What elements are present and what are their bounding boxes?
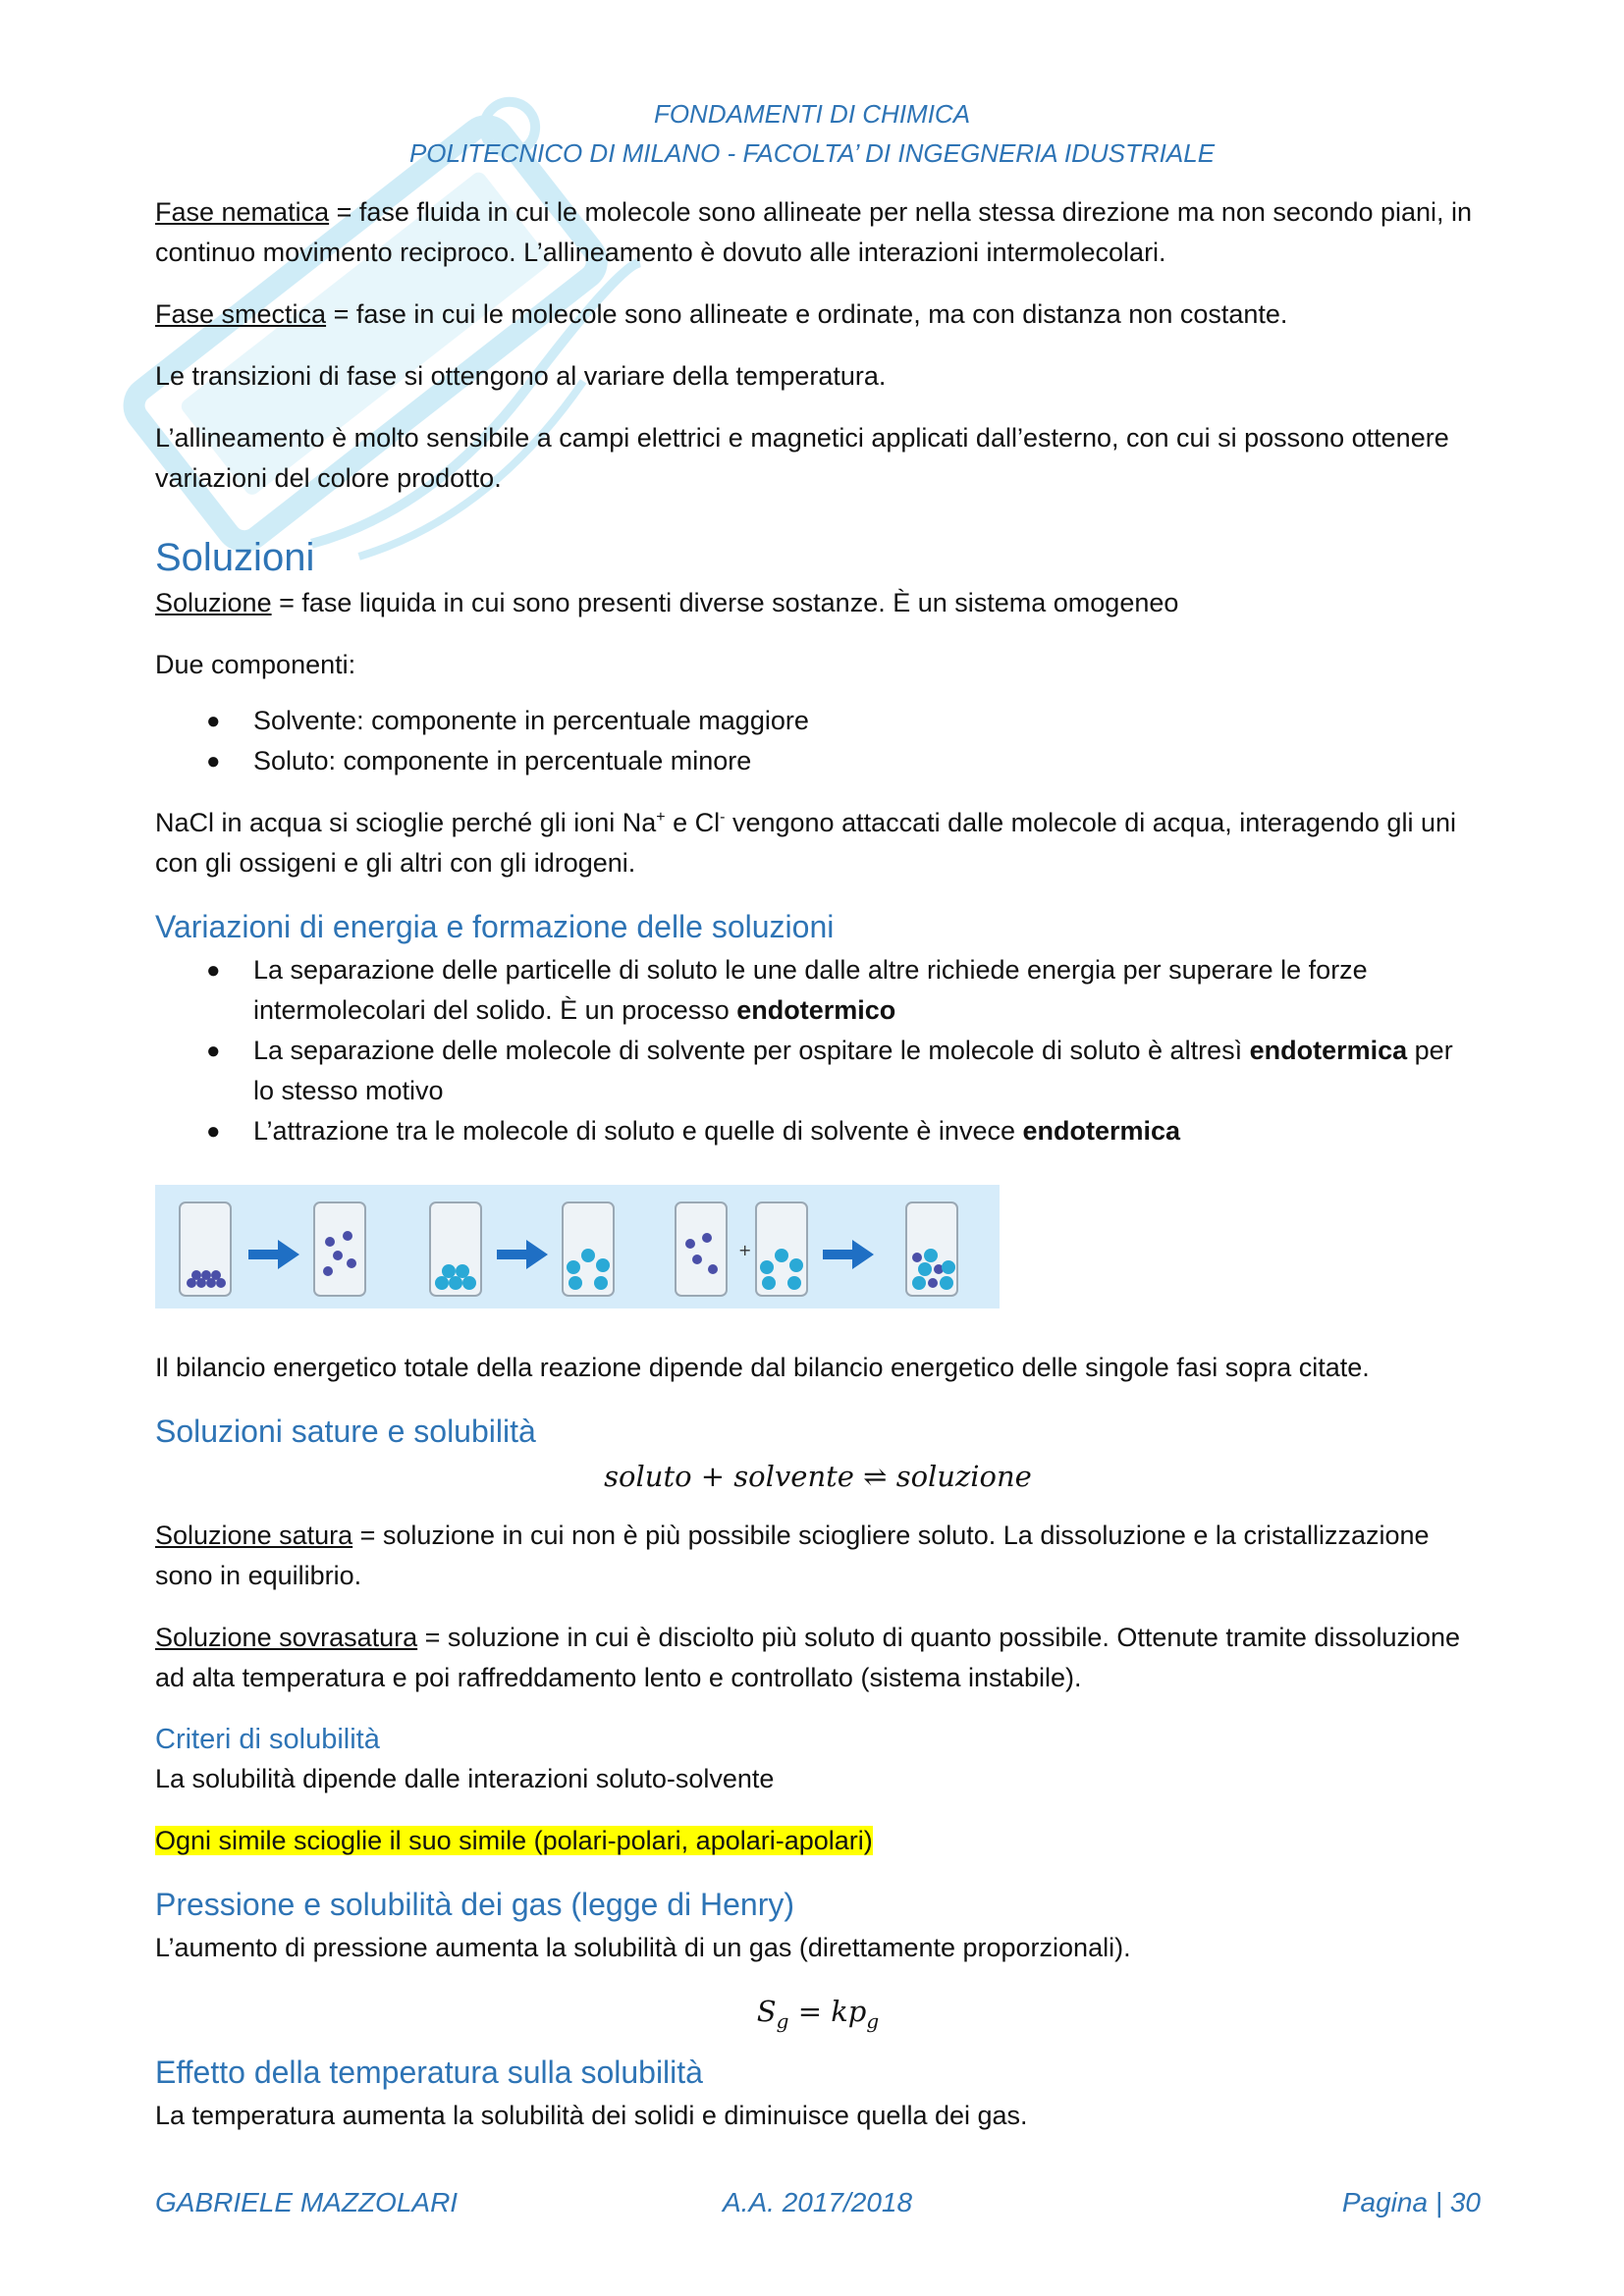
paragraph-components: Due componenti: bbox=[155, 650, 356, 679]
bullet-icon: ● bbox=[206, 748, 221, 774]
paragraph-saturated bbox=[155, 1516, 1481, 1596]
beaker-solvent-mix bbox=[756, 1202, 807, 1296]
paragraph-energy-balance: Il bilancio energetico totale della reazione dipende dal bilancio energetico delle singole fasi sopra citate. bbox=[155, 1353, 1370, 1382]
list-item bbox=[155, 1111, 1481, 1151]
paragraph-alignment: L’allineamento è molto sensibile a campi elettrici e magnetici applicati dall’esterno, con cui si possono ottenere variazioni del colore prodotto. bbox=[155, 423, 1449, 493]
plus-sign: + bbox=[738, 1241, 752, 1259]
paragraph-nematic-phase bbox=[155, 192, 1481, 273]
nacl-text-part3: vengono attaccati dalle molecole di acqua, interagendo gli uni con gli ossigeni e gli altri con gli idrogeni. bbox=[155, 808, 1456, 878]
paragraph-temperature-effect: La temperatura aumenta la solubilità dei solidi e diminuisce quella dei gas. bbox=[155, 2101, 1028, 2130]
components-list bbox=[155, 701, 1481, 781]
page-footer bbox=[155, 2183, 1481, 2222]
heading-henry-law: Pressione e solubilità dei gas (legge di Henry) bbox=[155, 1887, 795, 1922]
definition-saturated-solution: = soluzione in cui non è più possibile sciogliere soluto. La dissoluzione e la cristallizzazione sono in equilibrio. bbox=[155, 1521, 1430, 1590]
paragraph-like-dissolves-like bbox=[155, 1821, 1481, 1861]
bullet-icon: ● bbox=[206, 1118, 221, 1145]
definition-supersaturated-solution: = soluzione in cui è disciolto più soluto di quanto possibile. Ottenute tramite dissoluzione ad alta temperatura e poi raffreddamento lento e controllato (sistema instabile). bbox=[155, 1623, 1461, 1692]
beaker-solute-solid bbox=[180, 1202, 231, 1296]
formula-lhs: S bbox=[756, 1995, 777, 2028]
paragraph-henry-law: L’aumento di pressione aumenta la solubilità di un gas (direttamente proporzionali). bbox=[155, 1933, 1131, 1962]
paragraph-supersaturated bbox=[155, 1618, 1481, 1698]
heading-temperature-effect: Effetto della temperatura sulla solubilità bbox=[155, 2055, 703, 2090]
term-nematic-phase: Fase nematica bbox=[155, 197, 330, 227]
beaker-solute-separated bbox=[314, 1202, 365, 1296]
nacl-text-part1: NaCl in acqua si scioglie perché gli ioni Na bbox=[155, 808, 657, 837]
definition-smectic-phase: = fase in cui le molecole sono allineate e ordinate, ma con distanza non costante. bbox=[326, 299, 1288, 329]
bullet-icon: ● bbox=[206, 957, 221, 984]
sodium-charge: + bbox=[656, 809, 666, 826]
list-item-text: Soluto: componente in percentuale minore bbox=[253, 746, 752, 775]
paragraph-solution-definition bbox=[155, 583, 1481, 623]
heading-solutions: Soluzioni bbox=[155, 536, 315, 579]
nacl-text-part2: e Cl bbox=[665, 808, 721, 837]
heading-energy-variations: Variazioni di energia e formazione delle soluzioni bbox=[155, 909, 835, 944]
heading-solubility-criteria: Criteri di solubilità bbox=[155, 1724, 380, 1755]
paragraph-phase-transitions: Le transizioni di fase si ottengono al variare della temperatura. bbox=[155, 361, 887, 391]
term-supersaturated-solution: Soluzione sovrasatura bbox=[155, 1623, 418, 1652]
list-item-bold: endotermica bbox=[1249, 1036, 1408, 1065]
definition-solution: = fase liquida in cui sono presenti diverse sostanze. È un sistema omogeneo bbox=[271, 588, 1179, 617]
beaker-solvent bbox=[430, 1202, 481, 1296]
term-saturated-solution: Soluzione satura bbox=[155, 1521, 353, 1550]
list-item-text: L’attrazione tra le molecole di soluto e quelle di solvente è invece bbox=[253, 1116, 1023, 1146]
beaker-solute-mix bbox=[676, 1202, 727, 1296]
beaker-solvent-separated bbox=[563, 1202, 614, 1296]
term-smectic-phase: Fase smectica bbox=[155, 299, 327, 329]
highlighted-rule: Ogni simile scioglie il suo simile (polari-polari, apolari-apolari) bbox=[155, 1826, 873, 1855]
list-item bbox=[155, 741, 1481, 781]
formula-lhs-subscript: g bbox=[776, 2008, 789, 2033]
header-course-title: FONDAMENTI DI CHIMICA bbox=[653, 99, 971, 129]
footer-page-number: Pagina | 30 bbox=[1341, 2187, 1481, 2217]
heading-saturated-solutions: Soluzioni sature e solubilità bbox=[155, 1414, 536, 1449]
list-item bbox=[155, 1031, 1481, 1111]
footer-academic-year: A.A. 2017/2018 bbox=[723, 2187, 913, 2217]
paragraph-smectic-phase bbox=[155, 294, 1481, 335]
list-item-tail: per lo stesso motivo bbox=[253, 1036, 1453, 1105]
formula-rhs-subscript: g bbox=[866, 2008, 880, 2033]
list-item-text: La separazione delle particelle di soluto le une dalle altre richiede energia per superare le forze intermolecolari del solido. È un processo bbox=[253, 955, 1368, 1025]
list-item-text: La separazione delle molecole di solvente per ospitare le molecole di soluto è altresì bbox=[253, 1036, 1250, 1065]
term-solution: Soluzione bbox=[155, 588, 272, 617]
list-item bbox=[155, 950, 1481, 1031]
list-item bbox=[155, 701, 1481, 741]
henry-formula bbox=[155, 1990, 1481, 2033]
list-item-bold: endotermico bbox=[736, 995, 896, 1025]
page-header bbox=[0, 94, 1624, 173]
list-item-text: Solvente: componente in percentuale maggiore bbox=[253, 706, 809, 735]
dissolution-diagram bbox=[155, 1185, 1000, 1308]
header-university: POLITECNICO DI MILANO - FACOLTA’ DI INGEGNERIA IDUSTRIALE bbox=[408, 138, 1216, 168]
page-content bbox=[155, 192, 1481, 2158]
bullet-icon: ● bbox=[206, 708, 221, 734]
paragraph-nacl bbox=[155, 803, 1481, 883]
definition-nematic-phase: = fase fluida in cui le molecole sono allineate per nella stessa direzione ma non secondo piani, in continuo movimento reciproco. L’allineamento è dovuto alle interazioni intermolecolari. bbox=[155, 197, 1473, 267]
equilibrium-formula: soluto + solvente ⇌ soluzione bbox=[604, 1460, 1032, 1493]
formula-rhs: kp bbox=[831, 1995, 867, 2028]
beaker-solution bbox=[906, 1202, 957, 1296]
footer-author: GABRIELE MAZZOLARI bbox=[155, 2187, 459, 2217]
formula-operator: = bbox=[788, 1995, 832, 2028]
energy-steps-list bbox=[155, 950, 1481, 1151]
list-item-bold: endotermica bbox=[1022, 1116, 1181, 1146]
paragraph-solubility-criteria: La solubilità dipende dalle interazioni soluto-solvente bbox=[155, 1764, 775, 1793]
bullet-icon: ● bbox=[206, 1038, 221, 1064]
chloride-charge: - bbox=[720, 809, 726, 826]
